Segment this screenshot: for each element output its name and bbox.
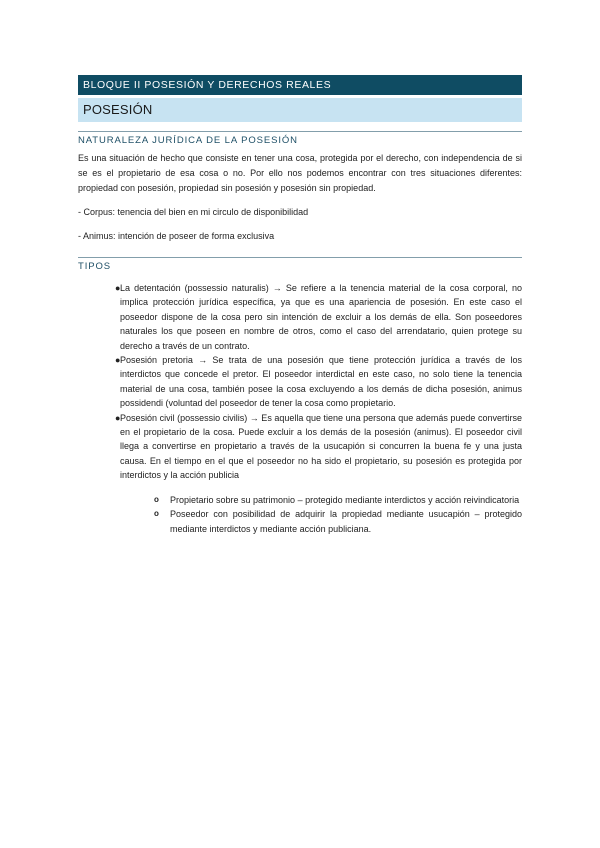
list-item [78,411,522,483]
list-item-text: Posesión pretoria → Se trata de una posesión que tiene protección jurídica a través de los interdictos que concede el pretor. El poseedor interdictal en este caso, no solo tiene la tenencia material de una cosa, también posee la cosa excluyendo a los demás de dicha posesión, animus possidendi (voluntad del poseedor de tener la cosa como propietario. [120,355,522,409]
list-item-text: La detentación (possessio naturalis) → Se refiere a la tenencia material de la cosa corporal, no implica protección jurídica específica, ya que es una apariencia de posesión. En este caso el poseedor dispone de la cosa pero sin intención de excluir a los demás de ella. Son poseedores naturales los que poseen en nombre de otros, como el caso del arrendatario, quien protege su derecho a través de un contrato. [120,283,522,351]
document-page [78,75,522,536]
sub-list-item [78,507,522,536]
animus-line: - Animus: intención de poseer de forma exclusiva [78,231,275,241]
bullet-icon [115,411,120,425]
sub-list-item-text: Propietario sobre su patrimonio – protegido mediante interdictos y acción reivindicatoria [170,494,520,505]
tipos-list [78,281,522,483]
corpus-line: - Corpus: tenencia del bien en mi circulo de disponibilidad [78,207,309,217]
list-item [78,353,522,411]
bullet-icon [115,353,120,367]
list-item [78,281,522,353]
circle-bullet-icon [154,493,159,507]
sub-list [78,493,522,536]
circle-bullet-icon [154,507,159,521]
intro-paragraph: Es una situación de hecho que consiste en tener una cosa, protegida por el derecho, con independencia de si se es el propietario de esa cosa o no. Por ello nos podemos encontrar con tres situaciones diferentes: propiedad con posesión, propiedad sin posesión y posesión sin propiedad. [78,153,522,193]
sub-list-item-text: Poseedor con posibilidad de adquirir la propiedad mediante usucapión – protegido mediante interdictos y mediante acción publiciana. [170,509,522,534]
topic-banner: POSESIÓN [78,98,522,122]
list-item-text: Posesión civil (possessio civilis) → Es aquella que tiene una persona que además puede convertirse en el propietario de la cosa. Puede excluir a los demás de la posesión (animus). El poseedor civil llega a convertirse en propietario a través de la usucapión si concurren la buena fe y una justa causa. En el tiempo en el que el poseedor no ha sido el propietario, su posesión es protegida por interdictos y la acción publicia [120,412,522,481]
section-divider [78,257,522,258]
section-title-tipos: TIPOS [78,261,112,272]
block-banner: BLOQUE II POSESIÓN Y DERECHOS REALES [78,75,522,95]
section-divider [78,131,522,132]
sub-list-item [78,493,522,507]
bullet-icon [115,281,120,295]
section-title-naturaleza: NATURALEZA JURÍDICA DE LA POSESIÓN [78,135,298,146]
